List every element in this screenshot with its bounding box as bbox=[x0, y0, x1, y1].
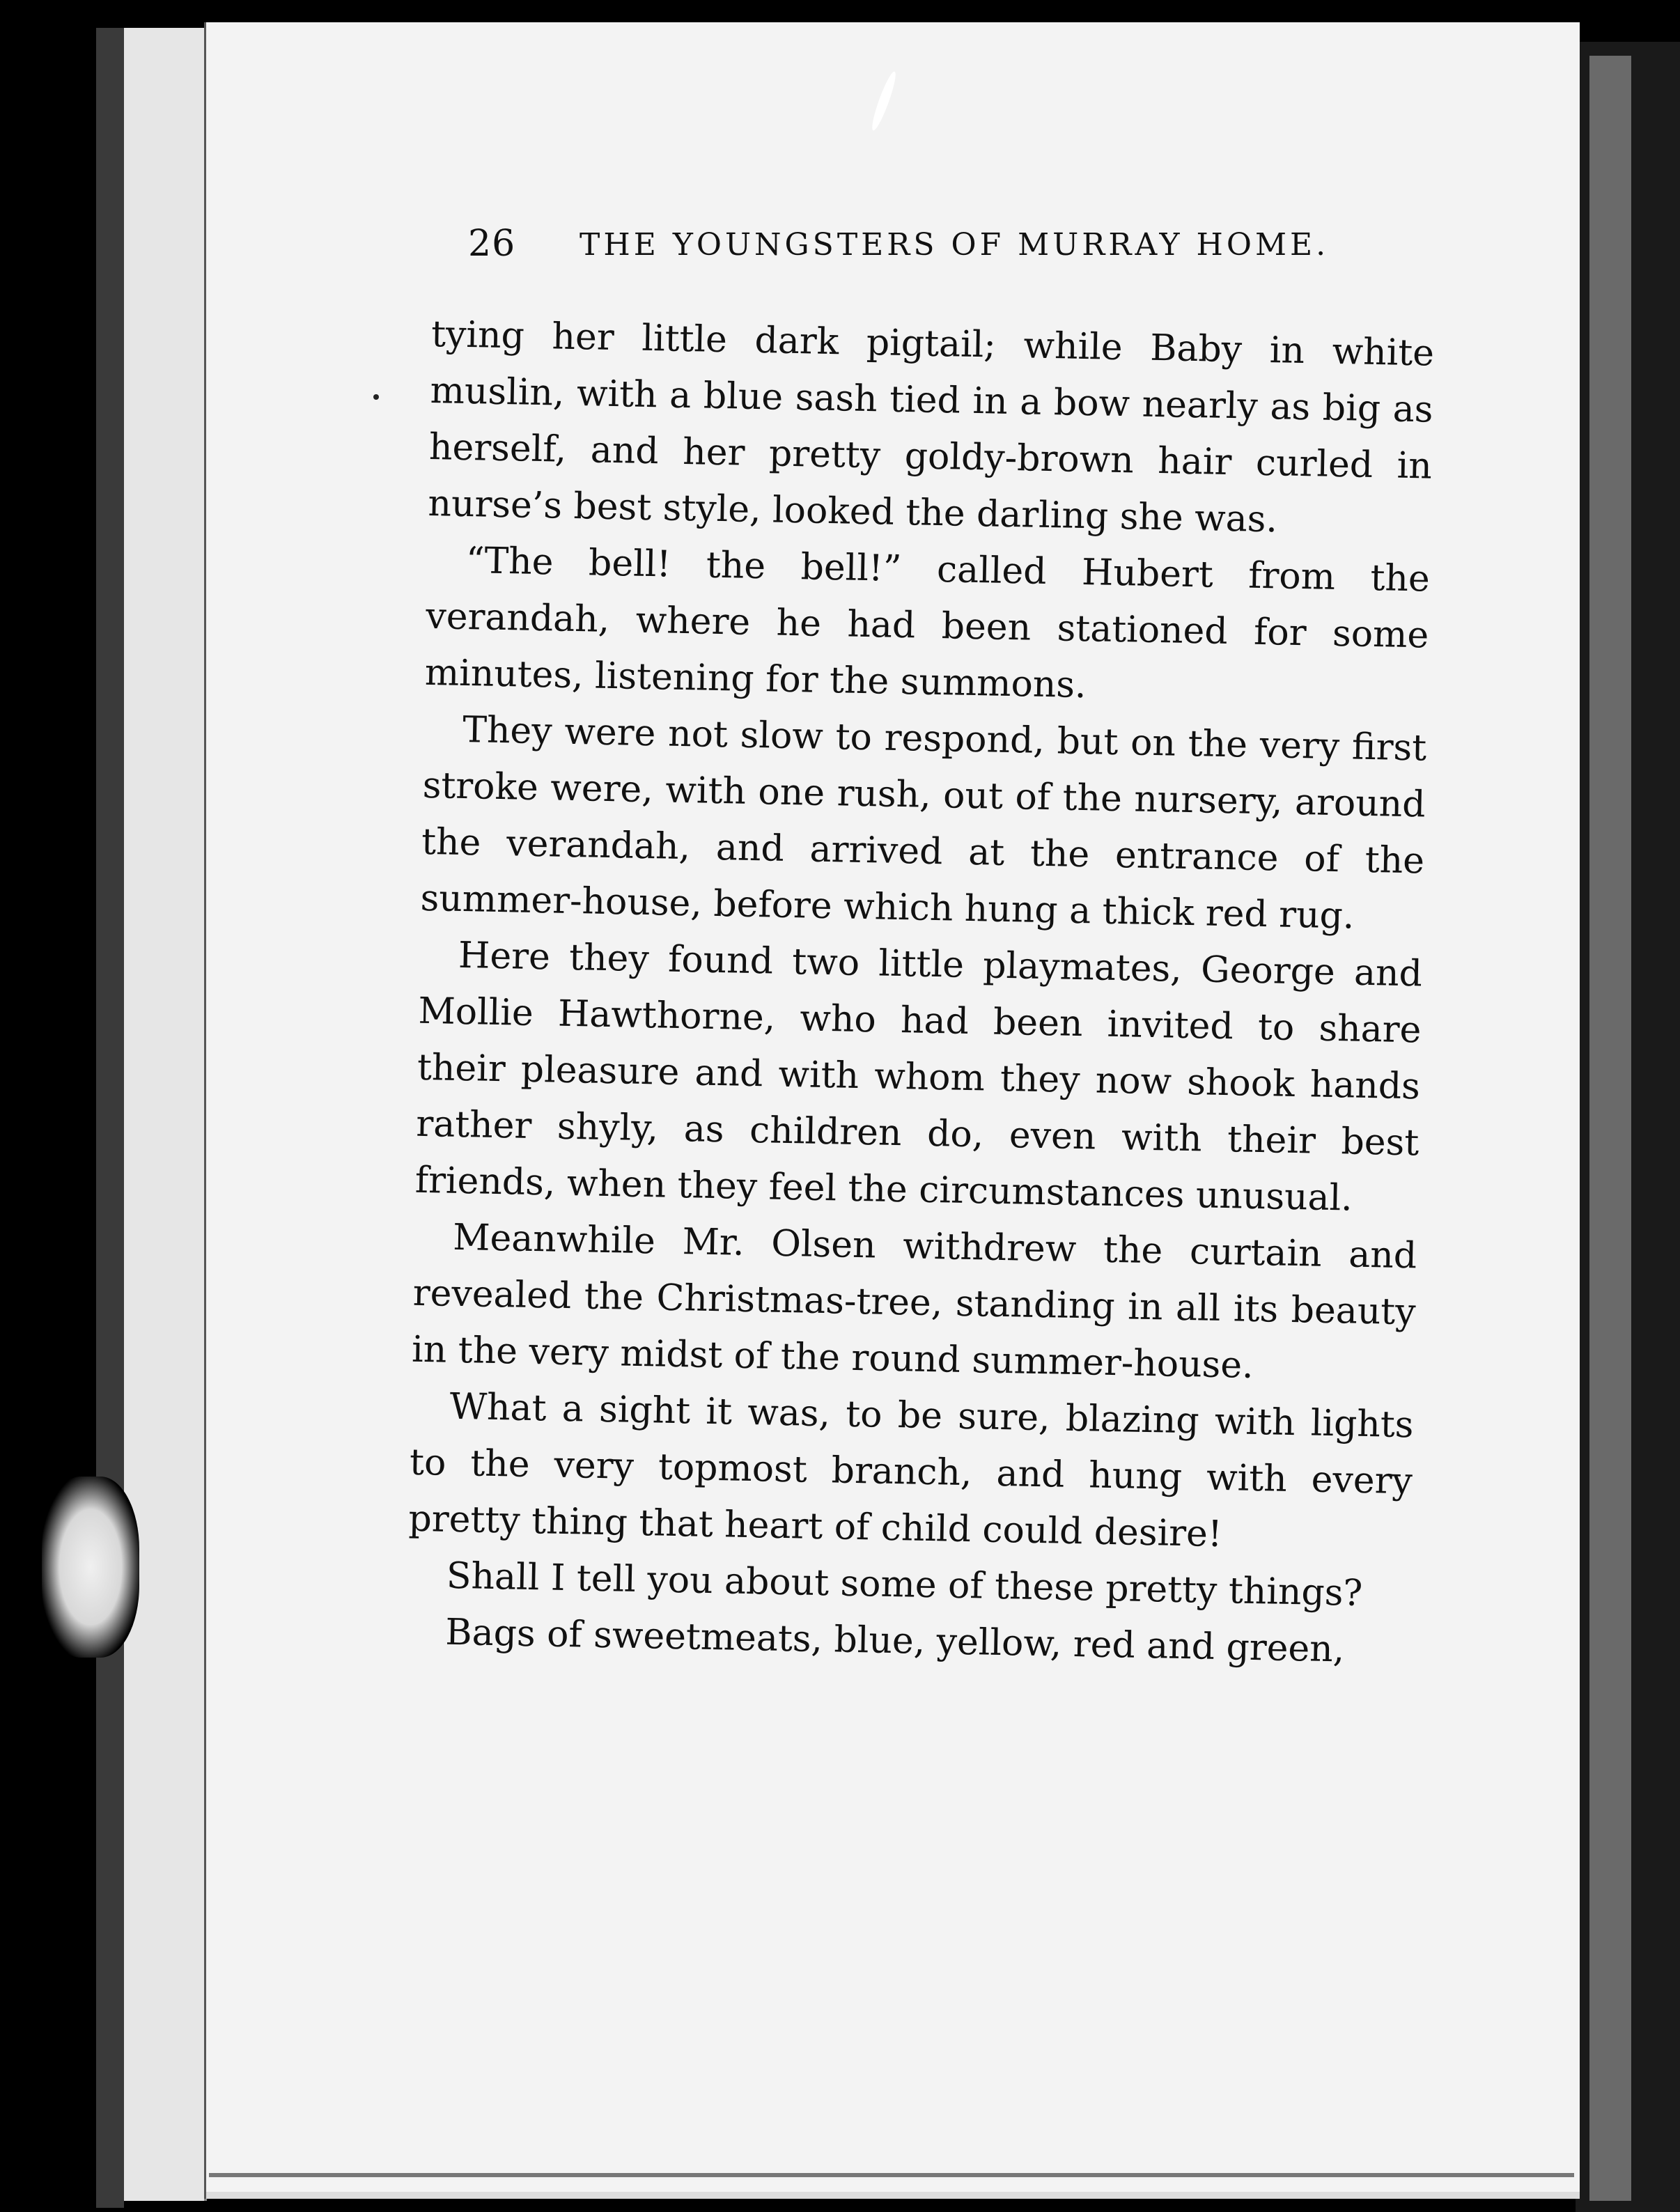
body-text bbox=[406, 306, 1435, 1679]
book-spine-shadow bbox=[96, 28, 124, 2208]
book-gutter bbox=[124, 28, 207, 2201]
page-bottom-edge bbox=[209, 2173, 1574, 2177]
page-header bbox=[468, 223, 1360, 279]
paragraph: They were not slow to respond, but on the very first stroke were, with one rush, out of the nursery, around the verandah, and arrived at the entrance of the summer-house, before which hung a thick red rug. bbox=[420, 708, 1427, 937]
paragraph: Bags of sweetmeats, blue, yellow, red and green, bbox=[444, 1611, 1345, 1671]
paragraph: Meanwhile Mr. Olsen withdrew the curtain and revealed the Christmas-tree, standing in all its beauty in the very midst of the round summer-house. bbox=[411, 1216, 1417, 1387]
paragraph: What a sight it was, to be sure, blazing with lights to the very topmost branch, and hung with every pretty thing that heart of child could desire! bbox=[408, 1385, 1414, 1556]
paragraph: tying her little dark pigtail; while Baby in white muslin, with a blue sash tied in a bow nearly as big as herself, and her pretty goldy-brown hair curled in nurse’s best style, looked the darling she was. bbox=[427, 313, 1435, 541]
paragraph: Shall I tell you about some of these pretty things? bbox=[446, 1555, 1363, 1614]
page-number: 26 bbox=[468, 223, 516, 265]
paragraph: “The bell! the bell!” called Hubert from the verandah, where he had been stationed for some minutes, listening for the summons. bbox=[424, 540, 1431, 707]
page-stack-edge bbox=[1589, 56, 1631, 2201]
paragraph: Here they found two little playmates, George and Mollie Hawthorne, who had been invited to share their pleasure and with whom they now shook hands rather shyly, as children do, even with their best friends, when they feel the circumstances unusual. bbox=[414, 934, 1423, 1220]
running-head: THE YOUNGSTERS OF MURRAY HOME. bbox=[580, 227, 1330, 263]
scan-damage-mark bbox=[42, 1477, 139, 1658]
scan-speck bbox=[373, 394, 379, 400]
